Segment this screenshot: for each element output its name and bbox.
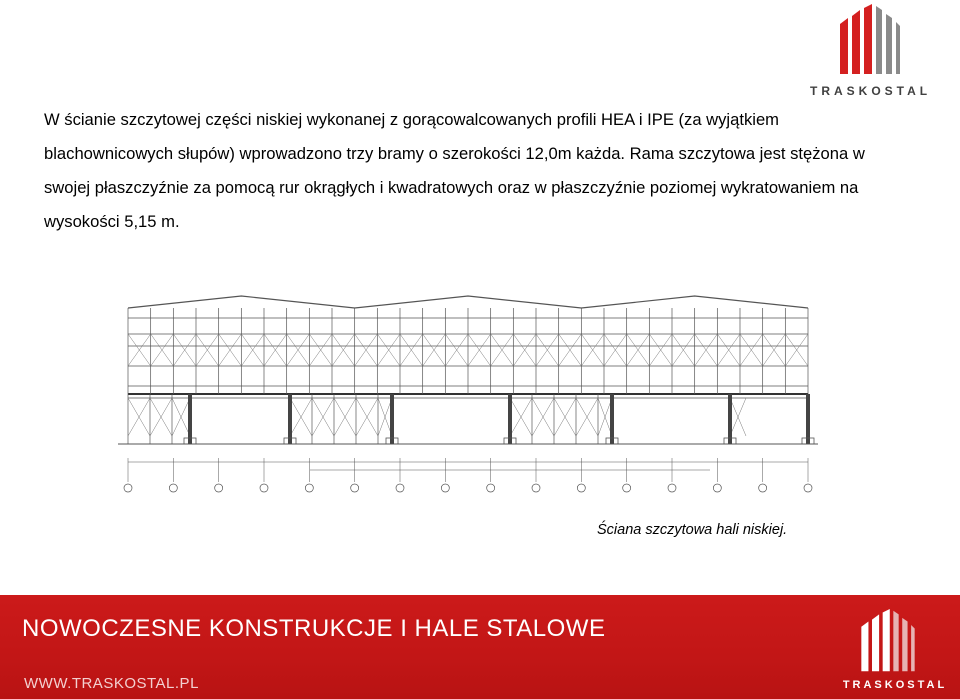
traskostal-logo-icon (858, 609, 918, 673)
footer-website-link[interactable]: WWW.TRASKOSTAL.PL (24, 675, 199, 692)
traskostal-logo (810, 4, 930, 100)
figure-caption: Ściana szczytowa hali niskiej. (597, 522, 788, 538)
traskostal-logo-icon (838, 4, 902, 76)
footer-brand-name: TRASKOSTAL (842, 679, 948, 691)
footer-banner (0, 595, 960, 699)
footer-title: NOWOCZESNE KONSTRUKCJE I HALE STALOWE (22, 615, 606, 642)
gable-wall-drawing (100, 286, 820, 496)
body-paragraph: W ścianie szczytowej części niskiej wykonanej z gorącowalcowanych profili HEA i IPE (za wyjątkiem blachownicowych słupów) wprowadzono trzy bramy o szerokości 12,0m każda. Rama szczytowa jest stężona w swojej płaszczyźnie za pomocą rur okrągłych i kwadratowych oraz w płaszczyźnie poziomej wykratowaniem na wysokości 5,15 m. (44, 110, 865, 231)
footer-logo (840, 609, 950, 699)
brand-name: TRASKOSTAL (810, 84, 932, 98)
gable-wall-elevation (100, 286, 820, 496)
